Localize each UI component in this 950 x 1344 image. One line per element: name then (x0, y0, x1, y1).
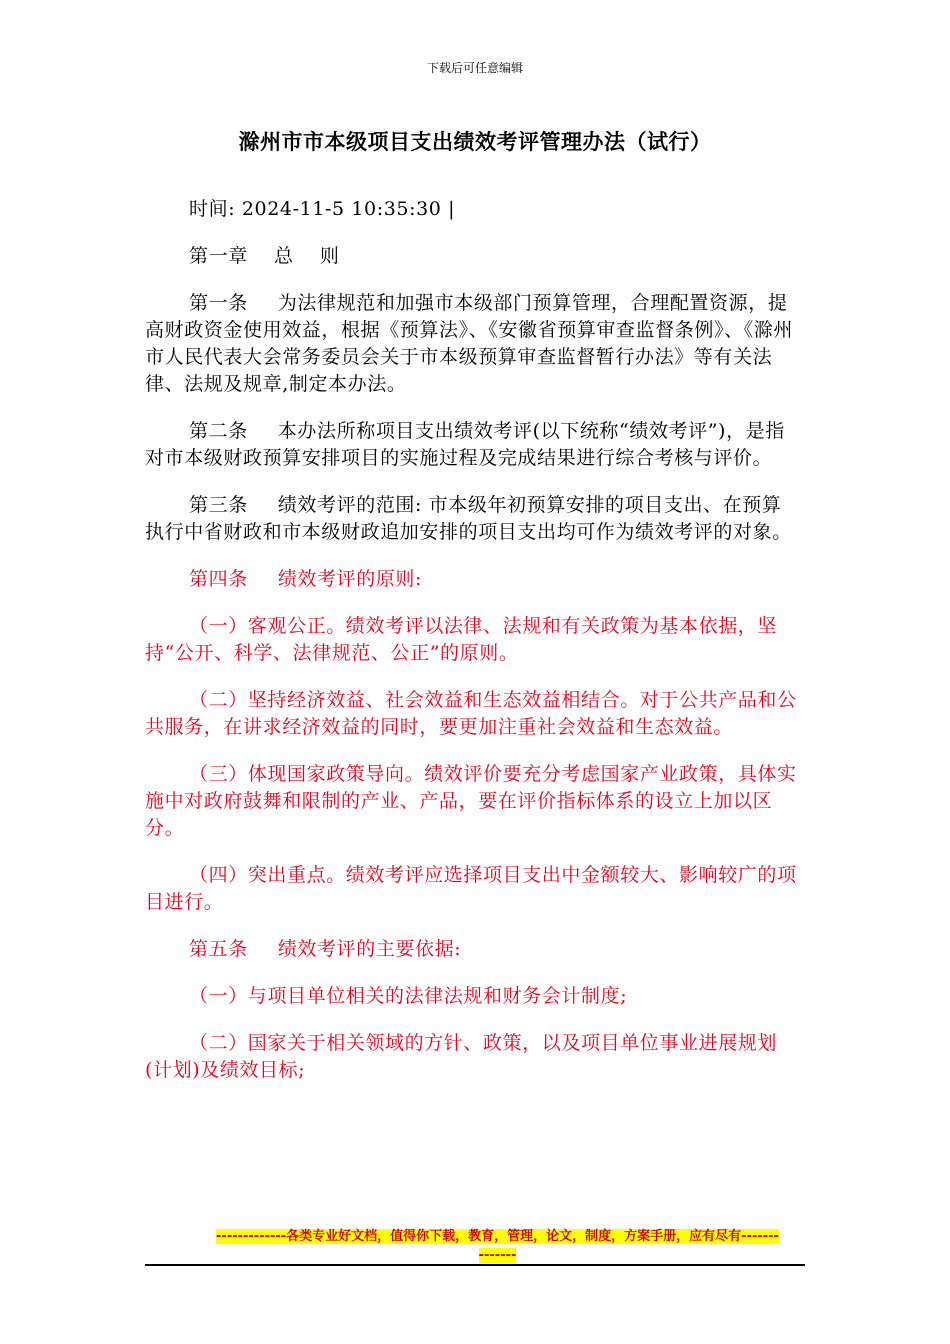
article-1 (145, 290, 800, 398)
footer-banner-text: -------------各类专业好文档，值得你下载，教育，管理，论文，制度，方案手册，应有尽有-------------- (216, 1229, 779, 1263)
article-4-item-2: （二）坚持经济效益、社会效益和生态效益相结合。对于公共产品和公共服务，在讲求经济效益的同时，要更加注重社会效益和生态效益。 (145, 689, 797, 738)
article-3-label: 第三条 (189, 494, 248, 516)
article-5-item-1: （一）与项目单位相关的法律法规和财务会计制度; (189, 985, 628, 1007)
article-5-item-2: （二）国家关于相关领域的方针、政策，以及项目单位事业进展规划(计划)及绩效目标; (145, 1032, 778, 1081)
download-note: 下载后可任意编辑 (426, 61, 523, 75)
article-2-text: 本办法所称项目支出绩效考评(以下统称“绩效考评”)，是指对市本级财政预算安排项目的实施过程及完成结果进行综合考核与评价。 (145, 420, 785, 469)
article-2 (145, 418, 800, 472)
document-body (145, 196, 800, 1084)
document-title: 滁州市市本级项目支出绩效考评管理办法（试行） (238, 130, 712, 154)
article-5 (145, 936, 800, 963)
footer-divider (145, 1264, 805, 1266)
article-4-item-3: （三）体现国家政策导向。绩效评价要充分考虑国家产业政策，具体实施中对政府鼓舞和限制的产业、产品，要在评价指标体系的设立上加以区分。 (145, 763, 797, 839)
article-2-label: 第二条 (189, 420, 248, 442)
article-1-text: 为法律规范和加强市本级部门预算管理，合理配置资源，提高财政资金使用效益，根据《预算法》、《安徽省预算审查监督条例》、《滁州市人民代表大会常务委员会关于市本级预算审查监督暂行办法》等有关法律、法规及规章,制定本办法。 (145, 292, 794, 395)
chapter-heading: 第一章 总 则 (189, 245, 340, 267)
article-4-item-4: （四）突出重点。绩效考评应选择项目支出中金额较大、影响较广的项目进行。 (145, 864, 797, 913)
footer-banner (215, 1227, 780, 1265)
time-line: 时间: 2024-11-5 10:35:30 | (189, 198, 456, 220)
article-3 (145, 492, 800, 546)
article-4-item-1: （一）客观公正。绩效考评以法律、法规和有关政策为基本依据，坚持“公开、科学、法律规范、公正”的原则。 (145, 615, 778, 664)
article-5-text: 绩效考评的主要依据: (277, 938, 462, 960)
article-1-label: 第一条 (189, 292, 248, 314)
article-5-label: 第五条 (189, 938, 248, 960)
article-4-label: 第四条 (189, 568, 248, 590)
article-4 (145, 566, 800, 593)
article-3-text: 绩效考评的范围: 市本级年初预算安排的项目支出、在预算执行中省财政和市本级财政追加安排的项目支出均可作为绩效考评的对象。 (145, 494, 792, 543)
article-4-text: 绩效考评的原则: (277, 568, 423, 590)
